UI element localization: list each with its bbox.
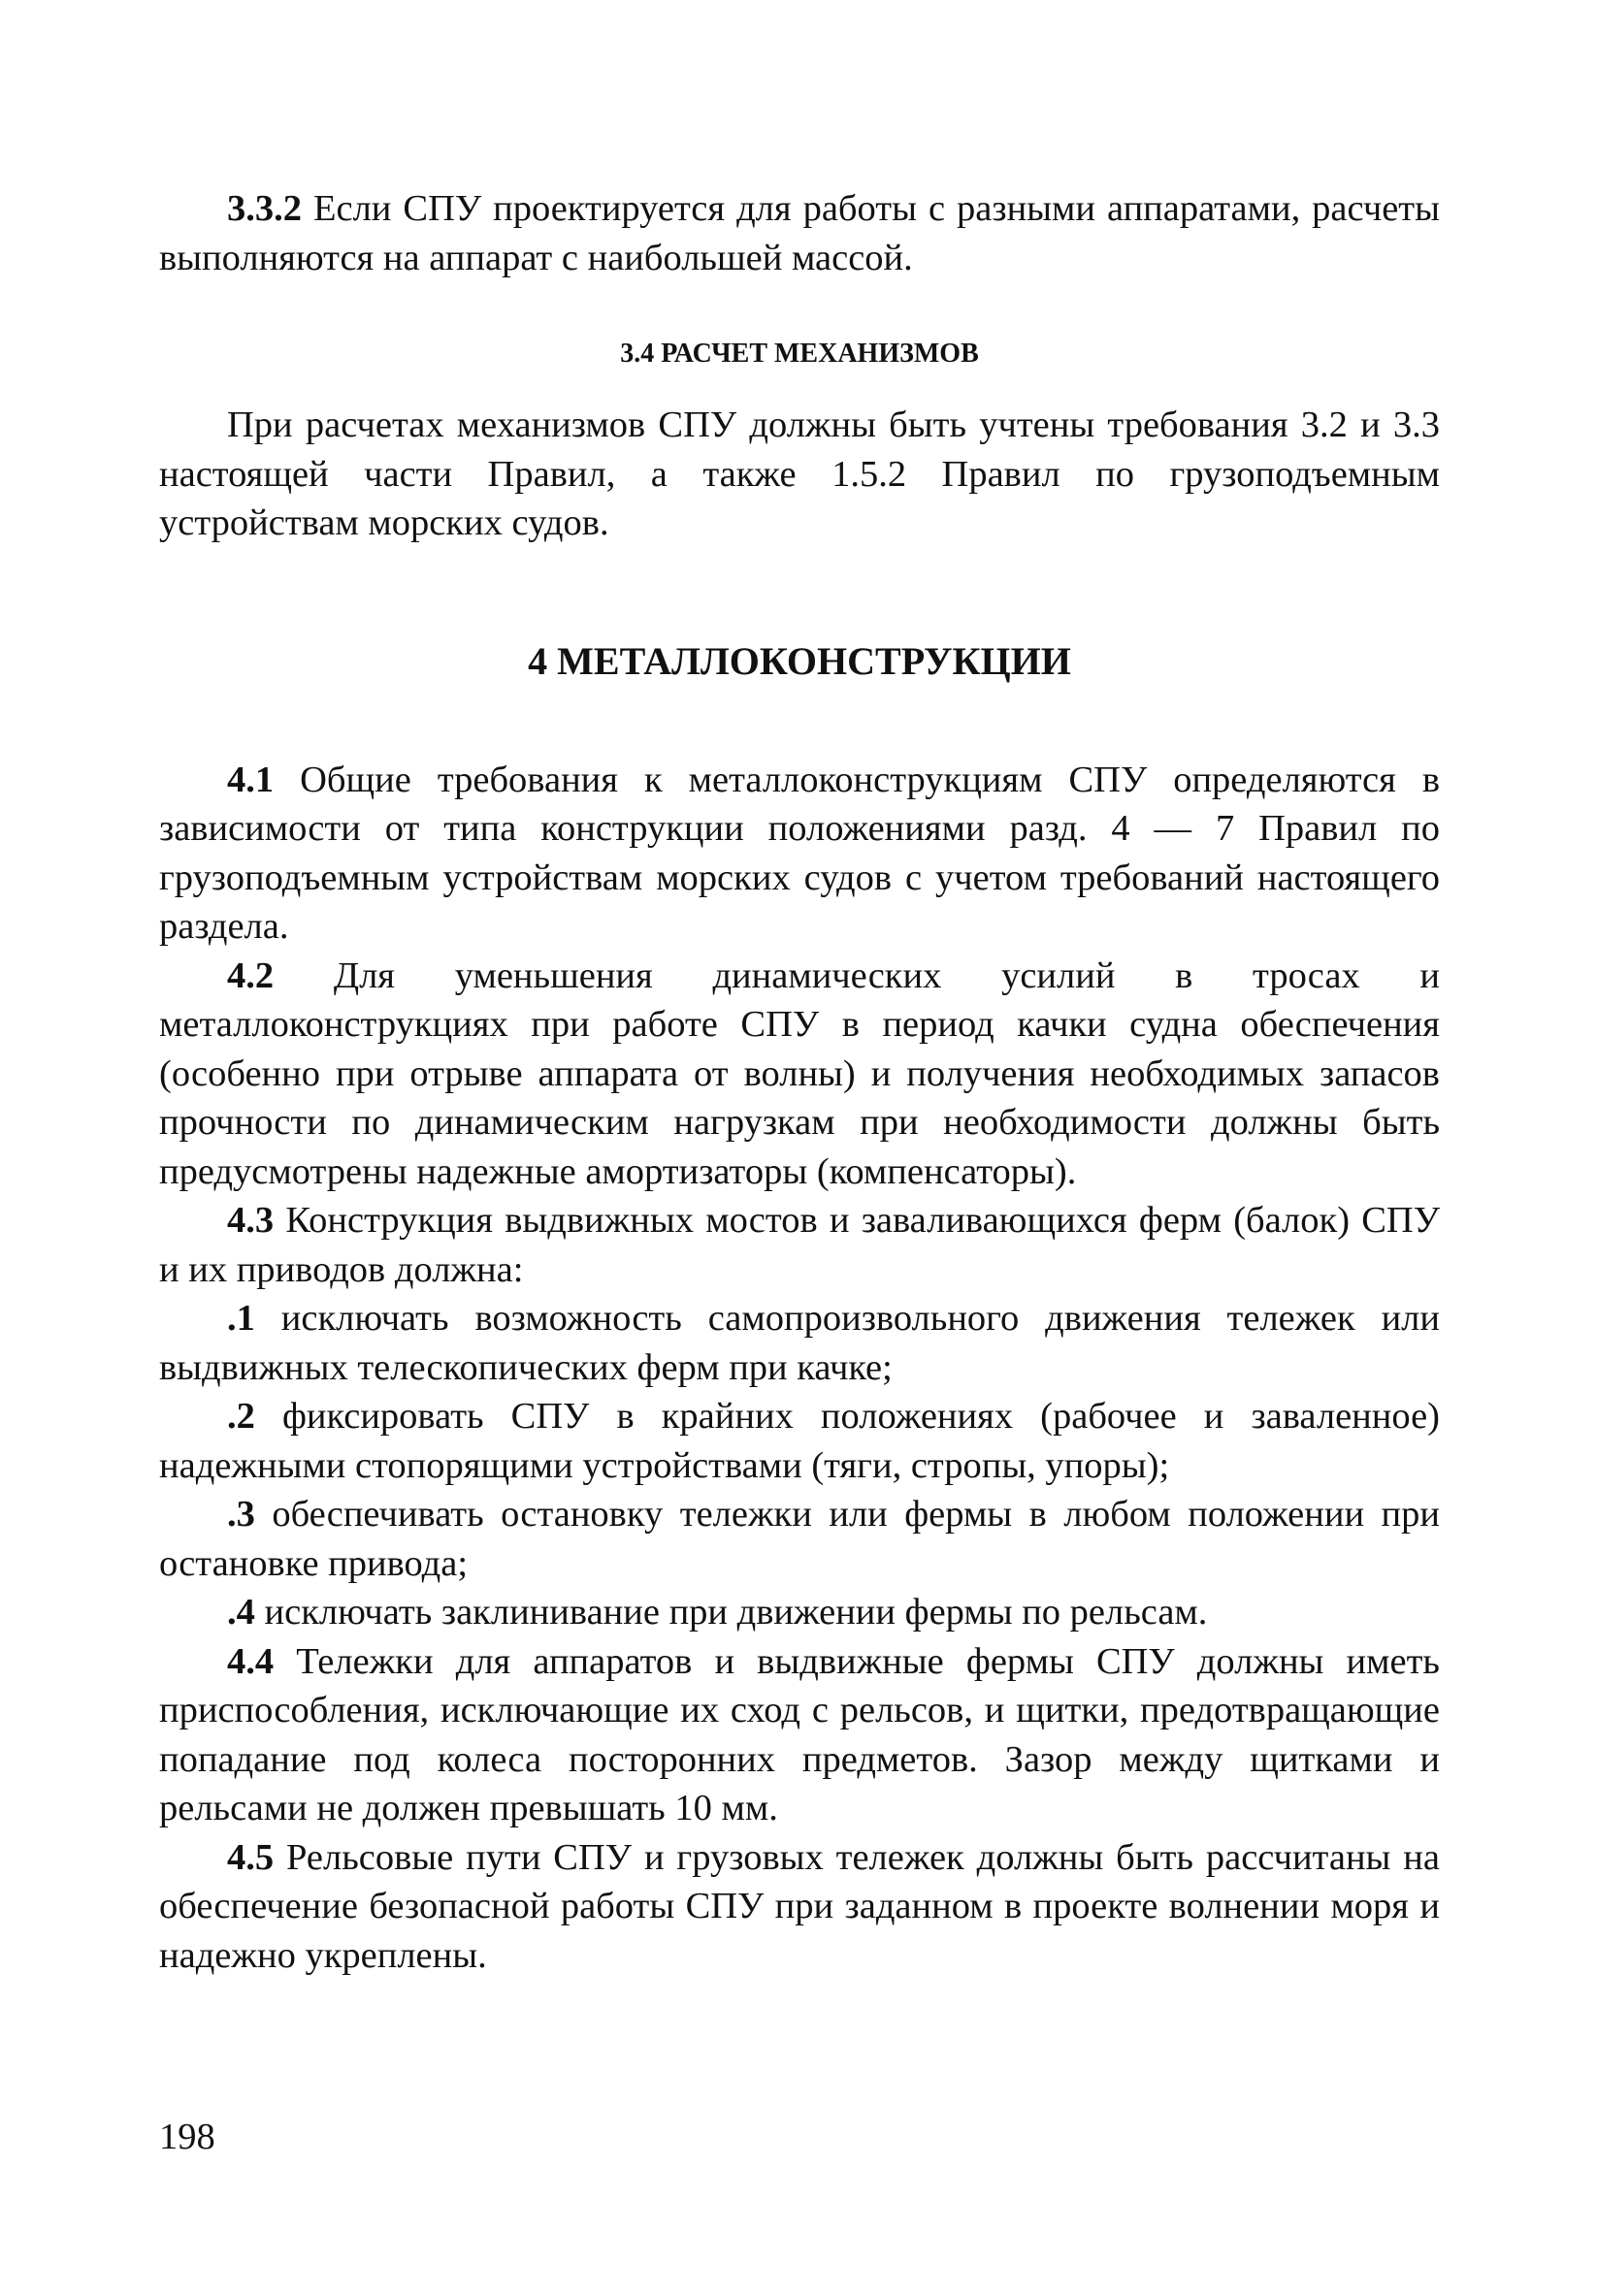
item-number: .3 bbox=[227, 1494, 255, 1535]
paragraph-3-4: При расчетах механизмов СПУ должны быть учтены требования 3.2 и 3.3 настоящей части Правил, а также 1.5.2 Правил по грузоподъемным устройствам морских судов. bbox=[159, 404, 1440, 543]
clause-text: Для уменьшения динамических усилий в тросах и металлоконструкциях при работе СПУ в период качки судна обеспечения (особенно при отрыве аппарата от волны) и получения необходимых запасов прочности по динамическим нагрузкам при необходимости должны быть предусмотрены надежные амортизаторы (компенсаторы). bbox=[159, 954, 1440, 1192]
page-number: 198 bbox=[159, 2117, 215, 2157]
clause-text: Рельсовые пути СПУ и грузовых тележек должны быть рассчитаны на обеспечение безопасной работы СПУ при заданном в проекте волнении моря и надежно укреплены. bbox=[159, 1836, 1440, 1976]
clause-number: 4.3 bbox=[227, 1200, 275, 1241]
item-text: исключать возможность самопроизвольного движения тележек или выдвижных телескопических ферм при качке; bbox=[159, 1298, 1440, 1388]
item-number: .1 bbox=[227, 1298, 255, 1339]
paragraph-4-2 bbox=[159, 952, 1440, 1197]
list-item-4-3-3 bbox=[159, 1490, 1440, 1588]
paragraph-3-3-2 bbox=[159, 184, 1440, 282]
clause-text: Конструкция выдвижных мостов и заваливающихся ферм (балок) СПУ и их приводов должна: bbox=[159, 1200, 1440, 1290]
document-page bbox=[159, 184, 1440, 1980]
item-text: обеспечивать остановку тележки или фермы в любом положении при остановке привода; bbox=[159, 1494, 1440, 1584]
item-text: фиксировать СПУ в крайних положениях (рабочее и заваленное) надежными стопорящими устройствами (тяги, стропы, упоры); bbox=[159, 1396, 1440, 1486]
list-item-4-3-2 bbox=[159, 1392, 1440, 1490]
paragraph-4-5 bbox=[159, 1833, 1440, 1981]
clause-number: 4.5 bbox=[227, 1836, 275, 1878]
paragraph-4-4 bbox=[159, 1637, 1440, 1833]
clause-number: 3.3.2 bbox=[227, 188, 302, 229]
paragraph-4-1 bbox=[159, 756, 1440, 952]
list-item-4-3-4 bbox=[159, 1588, 1440, 1637]
paragraph-4-3 bbox=[159, 1196, 1440, 1294]
item-text: исключать заклинивание при движении фермы по рельсам. bbox=[254, 1592, 1208, 1633]
clause-text: Тележки для аппаратов и выдвижные фермы СПУ должны иметь приспособления, исключающие их сход с рельсов, и щитки, предотвращающие попадание под колеса посторонних предметов. Зазор между щитками и рельсами не должен превышать 10 мм. bbox=[159, 1640, 1440, 1828]
item-number: .2 bbox=[227, 1396, 255, 1437]
clause-number: 4.1 bbox=[227, 759, 275, 800]
clause-number: 4.2 bbox=[227, 954, 275, 996]
clause-text: Если СПУ проектируется для работы с разными аппаратами, расчеты выполняются на аппарат с наибольшей массой. bbox=[159, 188, 1440, 278]
item-number: .4 bbox=[227, 1592, 255, 1633]
clause-number: 4.4 bbox=[227, 1640, 275, 1682]
clause-text: Общие требования к металлоконструкциям СПУ определяются в зависимости от типа конструкции положениями разд. 4 — 7 Правил по грузоподъемным устройствам морских судов с учетом требований настоящего раздела. bbox=[159, 759, 1440, 947]
section-heading-3-4: 3.4 РАСЧЕТ МЕХАНИЗМОВ bbox=[620, 339, 979, 369]
list-item-4-3-1 bbox=[159, 1294, 1440, 1392]
chapter-heading-4: 4 МЕТАЛЛОКОНСТРУКЦИИ bbox=[528, 638, 1071, 683]
